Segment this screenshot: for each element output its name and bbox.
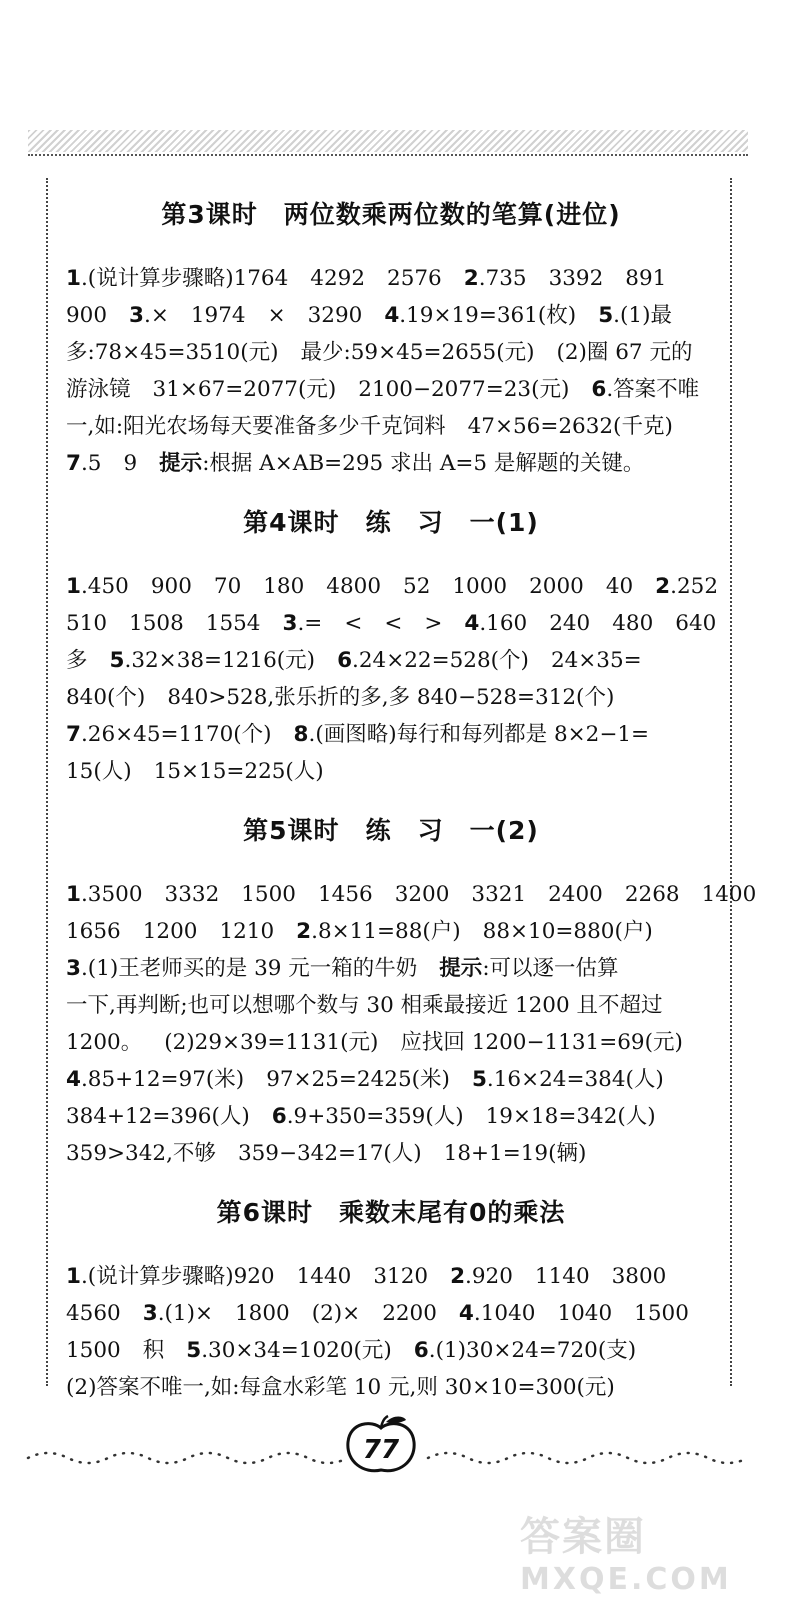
- left-dotted-border: [46, 178, 48, 1386]
- answer-line: [66, 1061, 716, 1098]
- answer-text: 2200: [382, 1301, 437, 1326]
- answer-text: 359−342=17(人): [237, 1141, 422, 1166]
- answers-lesson-3: [66, 260, 716, 482]
- answer-text: 1508: [129, 611, 184, 636]
- question-number: 6: [591, 377, 607, 402]
- question-number: 7: [66, 722, 81, 747]
- answer-text: .(1)最: [613, 303, 672, 328]
- answer-text: 最少:59×45=2655(元): [300, 340, 535, 365]
- answer-line: [66, 679, 716, 716]
- answer-line: [66, 1332, 716, 1369]
- answer-line: [66, 260, 716, 297]
- answer-text: .735: [478, 266, 527, 291]
- answer-text: 4292: [310, 266, 366, 291]
- answer-text: (2)圈 67 元的: [556, 340, 693, 365]
- answer-text: 1000: [452, 574, 508, 599]
- top-dotted-rule: [28, 154, 748, 156]
- answer-line: [66, 408, 716, 445]
- question-number: 2: [296, 919, 312, 944]
- answer-text: 1500: [66, 1338, 121, 1363]
- answer-text: 1656: [66, 919, 121, 944]
- answer-text: 9: [123, 451, 138, 476]
- question-number: 4: [464, 611, 480, 636]
- answer-text: 习: [417, 816, 444, 845]
- question-number: 5: [471, 1067, 487, 1092]
- answer-line: [66, 876, 757, 913]
- answer-line: [66, 605, 716, 642]
- watermark-top: 答案圈: [520, 1514, 646, 1560]
- answer-text: ×: [267, 303, 286, 328]
- answer-text: .=: [297, 611, 323, 636]
- answer-line: [66, 568, 719, 605]
- answer-text: .(1)×: [157, 1301, 213, 1326]
- answer-text: 180: [263, 574, 305, 599]
- lesson-topic: 乘数末尾有0的乘法: [339, 1198, 566, 1227]
- question-number: 5: [186, 1338, 202, 1363]
- answer-text: 4560: [66, 1301, 121, 1326]
- answer-text: 840>528,张乐折的多,多 840−528=312(个): [167, 685, 615, 710]
- question-number: 6: [271, 1104, 287, 1129]
- section-title-lesson-5: [66, 808, 716, 854]
- answer-text: >: [424, 611, 443, 636]
- answer-line: [66, 716, 716, 753]
- apple-icon: [342, 1414, 420, 1476]
- question-number: 3: [129, 303, 145, 328]
- question-number: 7: [66, 451, 81, 476]
- lesson-label: 第5课时: [243, 816, 340, 845]
- question-number: 1: [66, 266, 81, 291]
- question-number: 1: [66, 1264, 81, 1289]
- question-number: 1: [66, 574, 81, 599]
- hint-label: 提示: [439, 956, 483, 981]
- answer-line: [66, 913, 716, 950]
- answer-text: 1040: [557, 1301, 613, 1326]
- answer-text: 3332: [164, 882, 220, 907]
- answer-text: .32×38=1216(元): [124, 648, 316, 673]
- answer-text: 18+1=19(辆): [443, 1141, 587, 1166]
- question-number: 1: [66, 882, 81, 907]
- question-number: 3: [66, 956, 81, 981]
- answer-text: 1140: [534, 1264, 590, 1289]
- answer-text: 1500: [241, 882, 296, 907]
- answer-text: .5: [80, 451, 102, 476]
- answer-text: 3321: [471, 882, 527, 907]
- answer-text: 24×35=: [550, 648, 642, 673]
- answer-text: 一,如:阳光农场每天要准备多少千克饲料: [66, 414, 446, 439]
- answer-text: .(画图略)每行和每列都是 8×2−1=: [308, 722, 650, 747]
- answer-text: 40: [605, 574, 634, 599]
- answer-content: [66, 192, 757, 1424]
- answer-text: 52: [403, 574, 431, 599]
- answer-text: :可以逐一估算: [482, 956, 619, 981]
- question-number: 2: [655, 574, 671, 599]
- answer-text: .(1)30×24=720(支): [428, 1338, 637, 1363]
- answer-line: [66, 1258, 716, 1295]
- answer-text: 510: [66, 611, 108, 636]
- answer-text: 游泳镜: [66, 377, 131, 402]
- question-number: 2: [463, 266, 479, 291]
- question-number: 5: [109, 648, 125, 673]
- answer-text: .252: [670, 574, 719, 599]
- answer-text: .85+12=97(米): [80, 1067, 245, 1092]
- answer-text: 多:78×45=3510(元): [66, 340, 279, 365]
- answer-text: 1974: [190, 303, 246, 328]
- answer-text: .30×34=1020(元): [201, 1338, 392, 1363]
- answer-text: :根据 A×AB=295 求出 A=5 是解题的关键。: [202, 451, 645, 476]
- answer-text: 3392: [548, 266, 604, 291]
- answer-text: .(说计算步骤略)920: [80, 1264, 275, 1289]
- section-title-lesson-4: [66, 500, 716, 546]
- question-number: 3: [142, 1301, 158, 1326]
- answer-text: 3120: [373, 1264, 429, 1289]
- answer-line: [66, 1098, 716, 1135]
- answer-text: 384+12=396(人): [66, 1104, 250, 1129]
- answer-text: 3290: [307, 303, 363, 328]
- question-number: 8: [293, 722, 309, 747]
- answer-text: 15(人): [66, 759, 132, 784]
- answer-text: 359>342,不够: [66, 1141, 216, 1166]
- answer-text: 240: [549, 611, 591, 636]
- answer-text: 2000: [529, 574, 584, 599]
- answer-text: 900: [66, 303, 108, 328]
- answer-line: [66, 371, 716, 408]
- answer-text: 1210: [219, 919, 275, 944]
- question-number: 6: [413, 1338, 429, 1363]
- answer-text: 900: [150, 574, 192, 599]
- answer-text: 1200。: [66, 1030, 143, 1055]
- answer-text: 一下,再判断;也可以想哪个数与 30 相乘最接近 1200 且不超过: [66, 993, 663, 1018]
- answer-line: [66, 1135, 716, 1172]
- lesson-label: 第3课时: [161, 200, 258, 229]
- answer-line: [66, 1369, 716, 1406]
- answer-text: .26×45=1170(个): [80, 722, 272, 747]
- answer-text: 习: [417, 508, 444, 537]
- answer-text: (2)×: [311, 1301, 361, 1326]
- answer-text: 3200: [394, 882, 450, 907]
- answer-text: 15×15=225(人): [153, 759, 324, 784]
- answer-line: [66, 445, 716, 482]
- answer-text: 1400: [701, 882, 757, 907]
- lesson-label: 第6课时: [216, 1198, 313, 1227]
- watermark-bottom: MXQE.COM: [520, 1562, 732, 1597]
- answer-text: .16×24=384(人): [486, 1067, 664, 1092]
- answer-text: 4800: [326, 574, 382, 599]
- right-dotted-border: [730, 178, 732, 1386]
- answer-text: 1800: [235, 1301, 290, 1326]
- answer-line: [66, 950, 716, 987]
- page-number: 77: [362, 1435, 400, 1465]
- answer-text: .920: [465, 1264, 513, 1289]
- answer-text: 1200: [142, 919, 198, 944]
- answer-text: 积: [142, 1338, 165, 1363]
- answer-text: .450: [80, 574, 129, 599]
- answer-line: [66, 297, 716, 334]
- answer-text: 1456: [317, 882, 373, 907]
- answer-text: 19×18=342(人): [485, 1104, 656, 1129]
- answer-text: 840(个): [66, 685, 146, 710]
- answer-text: 3800: [611, 1264, 667, 1289]
- answer-text: .19×19=361(枚): [399, 303, 577, 328]
- answer-line: [66, 987, 716, 1024]
- question-number: 5: [598, 303, 614, 328]
- answer-text: 应找回 1200−1131=69(元): [400, 1030, 683, 1055]
- answer-text: .160: [479, 611, 528, 636]
- answer-text: 1440: [296, 1264, 352, 1289]
- question-number: 4: [458, 1301, 474, 1326]
- answers-lesson-4: [66, 568, 719, 790]
- lesson-label: 第4课时: [243, 508, 340, 537]
- answer-text: .8×11=88(户): [311, 919, 461, 944]
- answers-lesson-6: [66, 1258, 716, 1406]
- answer-text: .(说计算步骤略)1764: [80, 266, 289, 291]
- answer-text: 480: [612, 611, 654, 636]
- answer-text: <: [384, 611, 403, 636]
- top-hatched-band: [28, 130, 748, 152]
- question-number: 2: [450, 1264, 466, 1289]
- question-number: 4: [66, 1067, 81, 1092]
- answer-text: 2100−2077=23(元): [358, 377, 570, 402]
- answer-text: .(1)王老师买的是 39 元一箱的牛奶: [80, 956, 418, 981]
- answer-text: 70: [213, 574, 242, 599]
- answer-text: <: [344, 611, 363, 636]
- answer-text: .9+350=359(人): [286, 1104, 464, 1129]
- answer-line: [66, 1024, 716, 1061]
- question-number: 4: [384, 303, 400, 328]
- answer-line: [66, 1295, 716, 1332]
- answer-text: 练: [365, 508, 392, 537]
- answer-text: .1040: [473, 1301, 536, 1326]
- answer-text: 31×67=2077(元): [152, 377, 337, 402]
- answer-text: 1500: [634, 1301, 689, 1326]
- answers-lesson-5: [66, 876, 757, 1172]
- answer-text: .3500: [80, 882, 143, 907]
- answer-text: 2400: [548, 882, 603, 907]
- answer-text: .×: [144, 303, 169, 328]
- lesson-topic: 两位数乘两位数的笔算(进位): [283, 200, 621, 229]
- answer-text: 1554: [205, 611, 261, 636]
- answer-text: 47×56=2632(千克): [467, 414, 673, 439]
- answer-text: (2)答案不唯一,如:每盒水彩笔 10 元,则 30×10=300(元): [66, 1375, 615, 1400]
- answer-text: 多: [66, 648, 88, 673]
- answer-text: 一(2): [469, 816, 539, 845]
- answer-text: 640: [675, 611, 717, 636]
- answer-line: [66, 334, 716, 371]
- answer-line: [66, 642, 716, 679]
- section-title-lesson-3: [66, 192, 716, 238]
- hint-label: 提示: [159, 451, 203, 476]
- answer-text: 2576: [387, 266, 442, 291]
- answer-text: .答案不唯: [606, 377, 700, 402]
- answer-text: 88×10=880(户): [482, 919, 653, 944]
- answer-text: 97×25=2425(米): [266, 1067, 450, 1092]
- answer-text: (2)29×39=1131(元): [164, 1030, 379, 1055]
- answer-text: 2268: [624, 882, 680, 907]
- question-number: 3: [282, 611, 298, 636]
- answer-text: .24×22=528(个): [352, 648, 529, 673]
- answer-text: 891: [625, 266, 667, 291]
- answer-line: [66, 753, 716, 790]
- page-number-apple: [342, 1414, 420, 1476]
- answer-text: 一(1): [469, 508, 539, 537]
- section-title-lesson-6: [66, 1190, 716, 1236]
- watermark: [520, 1505, 780, 1595]
- answer-text: 练: [365, 816, 392, 845]
- question-number: 6: [337, 648, 353, 673]
